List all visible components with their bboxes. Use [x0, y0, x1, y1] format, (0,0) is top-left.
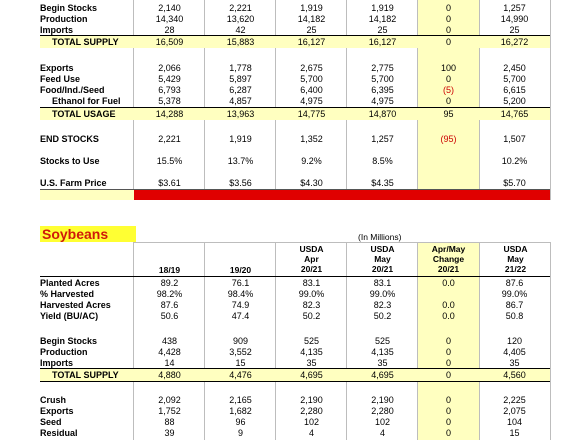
header-line: USDA — [370, 244, 395, 254]
header-line: 21/22 — [504, 264, 527, 274]
cell: 104 — [506, 417, 523, 427]
cell: 102 — [374, 417, 391, 427]
header-line: 20/21 — [371, 264, 394, 274]
cell: 2,075 — [503, 406, 526, 416]
cell: 13.7% — [227, 156, 254, 166]
cell: 2,775 — [371, 63, 394, 73]
cell: 6,793 — [158, 85, 181, 95]
cell: 16,272 — [500, 37, 529, 47]
cell: 0.0 — [442, 300, 455, 310]
cell: 14,765 — [500, 109, 529, 119]
soy-row-exports — [40, 406, 560, 417]
cell: 82.3 — [302, 300, 321, 310]
row-label: Begin Stocks — [40, 3, 98, 13]
cell: 4 — [308, 428, 314, 438]
cell: 6,395 — [371, 85, 394, 95]
header-line: 20/21 — [300, 264, 323, 274]
cell: 4,695 — [371, 370, 394, 380]
cell: 5,200 — [503, 96, 526, 106]
cell — [418, 178, 479, 189]
corn-row-production — [40, 14, 560, 25]
cell: 3,552 — [229, 347, 252, 357]
soy-row-seed — [40, 417, 560, 428]
cell — [418, 289, 479, 300]
cell: 0 — [445, 74, 451, 84]
cell: 0 — [445, 336, 451, 346]
cell: 96 — [235, 417, 246, 427]
cell: 102 — [303, 417, 320, 427]
row-label: Harvested Acres — [40, 300, 111, 310]
row-label: U.S. Farm Price — [40, 178, 107, 188]
row-label: % Harvested — [40, 289, 95, 299]
cell: 50.6 — [160, 311, 179, 321]
cell: 88 — [164, 417, 175, 427]
row-label: END STOCKS — [40, 134, 99, 144]
cell: 0 — [445, 370, 451, 380]
soy-row-imports — [40, 358, 560, 369]
cell — [418, 156, 479, 167]
cell: 6,287 — [229, 85, 252, 95]
cell: 82.3 — [373, 300, 392, 310]
cell: 0 — [445, 347, 451, 357]
cell: 13,963 — [226, 109, 255, 119]
cell: 25 — [377, 25, 388, 35]
cell: 2,165 — [229, 395, 252, 405]
row-label: Begin Stocks — [40, 336, 98, 346]
row-label: Seed — [40, 417, 62, 427]
cell: 35 — [509, 358, 520, 368]
soy-row-pct-harvested — [40, 289, 560, 300]
column-header-usda-may-21-22 — [480, 244, 551, 274]
corn-row-total-usage — [40, 109, 560, 120]
row-border — [40, 107, 550, 108]
row-label: Residual — [40, 428, 78, 438]
cell: 15.5% — [156, 156, 183, 166]
row-label: Ethanol for Fuel — [52, 96, 121, 106]
cell: 89.2 — [160, 278, 179, 288]
cell: 4,405 — [503, 347, 526, 357]
corn-bottom-label-cell — [40, 190, 134, 200]
cell: 25 — [509, 25, 520, 35]
cell: 2,221 — [158, 134, 181, 144]
corn-row-end-stocks — [40, 134, 560, 145]
corn-row-total-supply — [40, 37, 560, 48]
cell: 2,280 — [371, 406, 394, 416]
cell: 1,919 — [371, 3, 394, 13]
cell: 99.0% — [501, 289, 528, 299]
column-header-change — [418, 244, 479, 274]
soy-row-residual — [40, 428, 560, 439]
header-line: Change — [432, 254, 465, 264]
row-label: TOTAL USAGE — [52, 109, 116, 119]
cell: 16,127 — [297, 37, 326, 47]
cell: 1,507 — [503, 134, 526, 144]
cell: 14,182 — [368, 14, 397, 24]
cell: 47.4 — [231, 311, 250, 321]
cell: 2,190 — [371, 395, 394, 405]
soy-row-production — [40, 347, 560, 358]
cell: 0 — [445, 395, 451, 405]
cell: 0 — [445, 25, 451, 35]
cell: 0 — [445, 428, 451, 438]
cell: 76.1 — [231, 278, 250, 288]
cell: 6,615 — [503, 85, 526, 95]
cell: 5,700 — [503, 74, 526, 84]
cell: 5,700 — [371, 74, 394, 84]
soy-row-begin-stocks — [40, 336, 560, 347]
cell: 14,340 — [155, 14, 184, 24]
cell: 50.8 — [505, 311, 524, 321]
cell: 5,700 — [300, 74, 323, 84]
cell: 16,127 — [368, 37, 397, 47]
row-label: TOTAL SUPPLY — [52, 37, 119, 47]
cell: 1,682 — [229, 406, 252, 416]
corn-row-imports — [40, 25, 560, 36]
cell: $3.61 — [158, 178, 181, 188]
cell: 100 — [440, 63, 457, 73]
cell: 8.5% — [372, 156, 393, 166]
cell: 4 — [379, 428, 385, 438]
cell: 438 — [161, 336, 178, 346]
cell: 2,675 — [300, 63, 323, 73]
row-label: TOTAL SUPPLY — [52, 370, 119, 380]
corn-row-exports — [40, 63, 560, 74]
cell: 2,225 — [503, 395, 526, 405]
corn-row-feed-use — [40, 74, 560, 85]
cell: 0 — [445, 37, 451, 47]
cell: 1,352 — [300, 134, 323, 144]
cell: 13,620 — [226, 14, 255, 24]
cell-negative: (95) — [440, 134, 457, 144]
cell: 4,560 — [503, 370, 526, 380]
cell: 15 — [235, 358, 246, 368]
row-label: Production — [40, 347, 88, 357]
cell: 50.2 — [302, 311, 321, 321]
corn-row-stocks-to-use — [40, 156, 560, 167]
cell: 1,778 — [229, 63, 252, 73]
cell: 0 — [445, 96, 451, 106]
cell: 2,092 — [158, 395, 181, 405]
cell: 14 — [164, 358, 175, 368]
cell: 87.6 — [160, 300, 179, 310]
cell: 83.1 — [302, 278, 321, 288]
cell: 50.2 — [373, 311, 392, 321]
cell: 2,450 — [503, 63, 526, 73]
soybeans-title: Soybeans — [40, 226, 136, 242]
cell: $3.56 — [229, 178, 252, 188]
cell: 4,880 — [158, 370, 181, 380]
header-line: Apr — [304, 254, 319, 264]
cell: 1,919 — [300, 3, 323, 13]
header-line: May — [507, 254, 524, 264]
cell: 95 — [443, 109, 454, 119]
row-label: Yield (BU/AC) — [40, 311, 99, 321]
soy-row-harvested-acres — [40, 300, 560, 311]
corn-row-ethanol — [40, 96, 560, 107]
cell: 35 — [377, 358, 388, 368]
cell: 39 — [164, 428, 175, 438]
cell: 4,135 — [300, 347, 323, 357]
corn-bottom-red-bar — [134, 190, 550, 200]
row-label: Imports — [40, 25, 74, 35]
header-line: 19/20 — [229, 265, 252, 275]
cell: 2,140 — [158, 3, 181, 13]
cell: 99.0% — [298, 289, 325, 299]
cell: 14,870 — [368, 109, 397, 119]
cell: 0 — [445, 14, 451, 24]
cell: 9 — [237, 428, 243, 438]
cell: 14,775 — [297, 109, 326, 119]
cell: 909 — [232, 336, 249, 346]
cell: 5,897 — [229, 74, 252, 84]
header-border — [40, 276, 550, 277]
corn-row-begin-stocks — [40, 3, 560, 14]
cell: 525 — [374, 336, 391, 346]
column-header-19-20 — [205, 265, 276, 275]
grid-line — [134, 242, 550, 243]
cell: 4,695 — [300, 370, 323, 380]
column-header-usda-may — [347, 244, 418, 274]
cell: 98.2% — [156, 289, 183, 299]
cell: 16,509 — [155, 37, 184, 47]
cell: 15 — [509, 428, 520, 438]
row-label: Food/Ind./Seed — [40, 85, 105, 95]
cell: 14,182 — [297, 14, 326, 24]
cell: 4,476 — [229, 370, 252, 380]
cell: 4,975 — [371, 96, 394, 106]
header-line: 18/19 — [158, 265, 181, 275]
cell: 0 — [445, 358, 451, 368]
cell: $4.30 — [300, 178, 323, 188]
cell: 4,975 — [300, 96, 323, 106]
cell: 4,857 — [229, 96, 252, 106]
cell: 1,919 — [229, 134, 252, 144]
cell: 99.0% — [369, 289, 396, 299]
row-label: Exports — [40, 406, 74, 416]
cell: 86.7 — [505, 300, 524, 310]
soy-row-planted-acres — [40, 278, 560, 289]
header-line: USDA — [299, 244, 324, 254]
cell: 5,429 — [158, 74, 181, 84]
cell: 14,990 — [500, 14, 529, 24]
cell: 42 — [235, 25, 246, 35]
cell: 14,288 — [155, 109, 184, 119]
soy-row-total-supply — [40, 370, 560, 381]
cell: 10.2% — [501, 156, 528, 166]
header-line: Apr/May — [431, 244, 466, 254]
cell: 120 — [506, 336, 523, 346]
row-label: Imports — [40, 358, 74, 368]
row-label: Crush — [40, 395, 67, 405]
cell: 28 — [164, 25, 175, 35]
cell: 5,378 — [158, 96, 181, 106]
cell: 2,066 — [158, 63, 181, 73]
soy-row-crush — [40, 395, 560, 406]
column-header-18-19 — [134, 265, 205, 275]
soy-row-yield — [40, 311, 560, 322]
cell: 35 — [306, 358, 317, 368]
cell: 4,135 — [371, 347, 394, 357]
row-border — [40, 381, 550, 382]
row-border — [40, 189, 550, 190]
cell-negative: (5) — [443, 85, 454, 95]
cell: 0.0 — [442, 311, 455, 321]
cell: 1,752 — [158, 406, 181, 416]
row-label: Production — [40, 14, 88, 24]
cell: 525 — [303, 336, 320, 346]
cell: 6,400 — [300, 85, 323, 95]
row-label: Exports — [40, 63, 74, 73]
header-line: May — [374, 254, 391, 264]
cell: 0.0 — [442, 278, 455, 288]
cell: 0 — [445, 417, 451, 427]
cell: 9.2% — [301, 156, 322, 166]
cell: 87.6 — [505, 278, 524, 288]
cell: 1,257 — [503, 3, 526, 13]
cell: 1,257 — [371, 134, 394, 144]
cell: 2,190 — [300, 395, 323, 405]
row-label: Feed Use — [40, 74, 81, 84]
cell: 0 — [445, 3, 451, 13]
cell: 0 — [445, 406, 451, 416]
cell: 15,883 — [226, 37, 255, 47]
units-label: (In Millions) — [358, 232, 402, 242]
column-header-usda-apr — [276, 244, 347, 274]
cell: 74.9 — [231, 300, 250, 310]
header-line: 20/21 — [437, 264, 460, 274]
cell: 25 — [306, 25, 317, 35]
cell: 2,280 — [300, 406, 323, 416]
row-label: Stocks to Use — [40, 156, 100, 166]
corn-row-food-ind-seed — [40, 85, 560, 96]
cell: $4.35 — [371, 178, 394, 188]
cell: $5.70 — [503, 178, 526, 188]
cell: 83.1 — [373, 278, 392, 288]
row-label: Planted Acres — [40, 278, 100, 288]
corn-row-farm-price — [40, 178, 560, 189]
cell: 2,221 — [229, 3, 252, 13]
cell: 98.4% — [227, 289, 254, 299]
header-line: USDA — [503, 244, 528, 254]
cell: 4,428 — [158, 347, 181, 357]
